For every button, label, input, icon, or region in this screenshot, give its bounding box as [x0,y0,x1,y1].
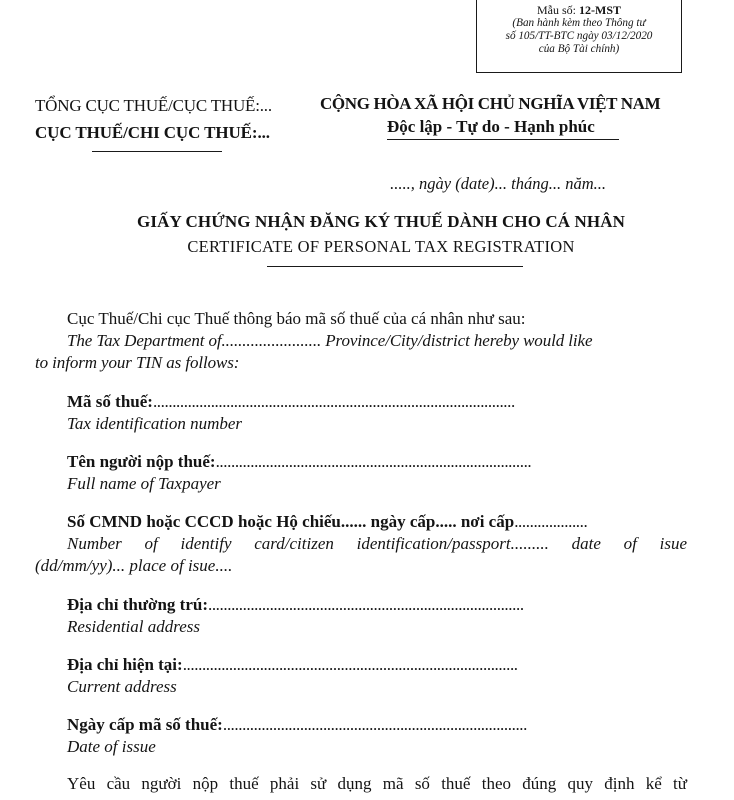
closing-paragraph-line-1: Yêu cầu người nộp thuế phải sử dụng mã số thuế theo đúng quy định kể từ [67,774,687,793]
field-label-vi: Số CMND hoặc CCCD hoặc Hộ chiếu...... ngày cấp..... nơi cấp [67,512,515,531]
motto-underline [387,139,619,140]
document-title-vi: GIẤY CHỨNG NHẬN ĐĂNG KÝ THUẾ DÀNH CHO CÁ NHÂN [137,212,625,231]
field-label-en: Full name of Taxpayer [67,474,221,493]
field-label-vi: Địa chỉ hiện tại: [67,655,183,674]
form-number-box [476,0,682,73]
field-label-vi: Mã số thuế: [67,392,153,411]
form-code-label: Mẫu số: [537,3,579,17]
form-note-line: số 105/TT-BTC ngày 03/12/2020 [505,30,653,43]
intro-en-line-1: The Tax Department of........................ Province/City/district hereby would like [67,331,593,350]
national-title: CỘNG HÒA XÃ HỘI CHỦ NGHĨA VIỆT NAM [320,94,661,113]
field-id-card [67,512,587,532]
national-motto: Độc lập - Tự do - Hạnh phúc [387,117,595,136]
intro-en-line-2: to inform your TIN as follows: [35,353,240,372]
date-line: ....., ngày (date)... tháng... năm... [390,174,606,193]
field-label-vi: Địa chỉ thường trú: [67,595,208,614]
field-date-of-issue [67,715,527,735]
form-note-line: (Ban hành kèm theo Thông tư [512,17,646,29]
agency-line-1: TỔNG CỤC THUẾ/CỤC THUẾ:... [35,96,272,115]
intro-vi: Cục Thuế/Chi cục Thuế thông báo mã số thuế của cá nhân như sau: [67,309,526,328]
field-label-en: Current address [67,677,177,696]
field-label-en-line-2: (dd/mm/yy)... place of isue.... [35,556,233,575]
form-code [477,4,681,17]
field-residential-address [67,595,524,615]
field-label-vi: Ngày cấp mã số thuế: [67,715,223,734]
agency-line-2: CỤC THUẾ/CHI CỤC THUẾ:... [35,123,270,142]
fill-in-blank[interactable]: .................................................................................. [207,595,524,614]
fill-in-blank[interactable]: .............................................................................................. [152,392,515,411]
form-note-line: của Bộ Tài chính) [538,43,620,56]
field-current-address [67,655,518,675]
field-label-en: Residential address [67,617,200,636]
document-title-en: CERTIFICATE OF PERSONAL TAX REGISTRATION [187,237,575,256]
fill-in-blank[interactable]: ............................................................................... [222,715,527,734]
field-label-en: Number of identify card/citizen identification/passport......... date of isue [67,534,687,553]
field-label-en: Date of issue [67,737,156,756]
field-taxpayer-name [67,452,531,472]
fill-in-blank[interactable]: .................................................................................. [215,452,532,471]
field-label-en: Tax identification number [67,414,243,433]
title-underline [267,266,523,267]
field-label-vi: Tên người nộp thuế: [67,452,216,471]
fill-in-blank[interactable]: ................... [514,512,588,531]
form-code-value: 12-MST [579,3,621,17]
field-tin [67,392,515,412]
fill-in-blank[interactable]: ....................................................................................... [182,655,518,674]
agency-underline [92,151,222,152]
